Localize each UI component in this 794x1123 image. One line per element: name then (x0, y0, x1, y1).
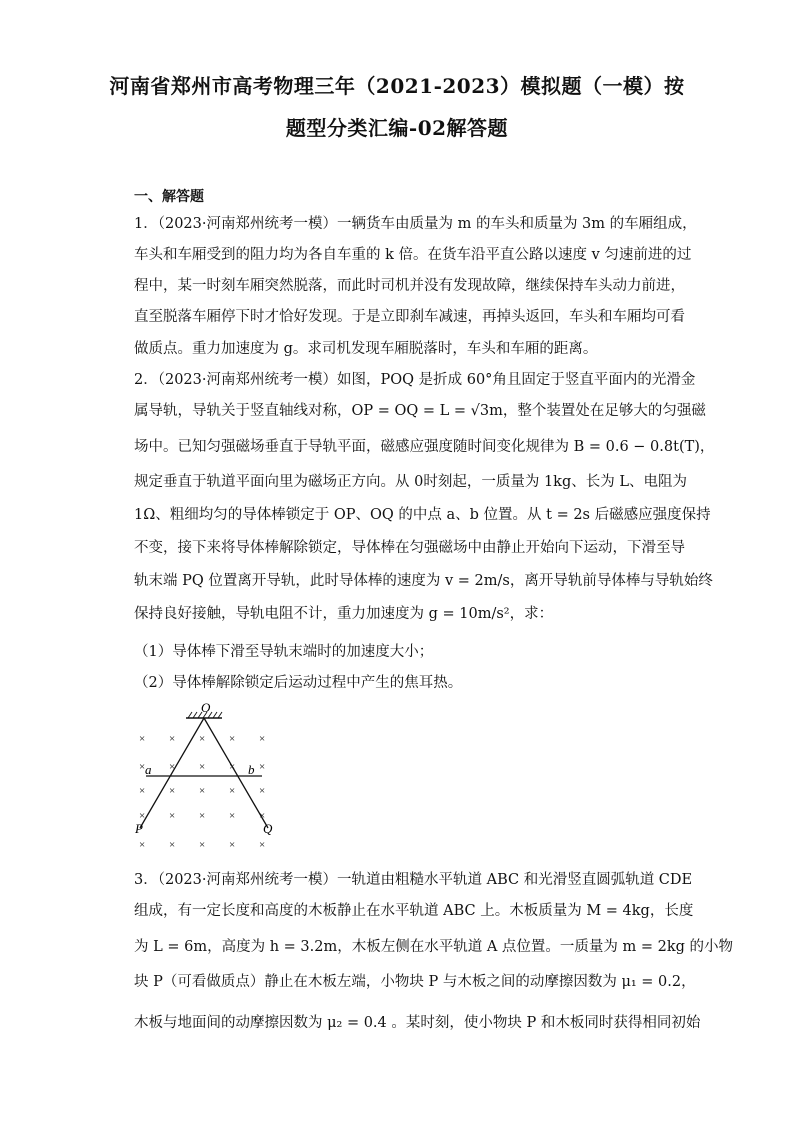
document-title-line-2: 题型分类汇编-02解答题 (285, 116, 509, 140)
field-cross: × (199, 761, 206, 773)
q2-line-8: 保持良好接触，导轨电阻不计，重力加速度为 g = 10m/s²，求： (134, 606, 554, 622)
q2-line-3: 场中。已知匀强磁场垂直于导轨平面，磁感应强度随时间变化规律为 B = 0.6 − 0.8t(T)， (134, 439, 715, 455)
field-cross: × (229, 839, 236, 851)
label-a: a (145, 762, 152, 777)
label-b: b (248, 762, 255, 777)
field-cross: × (259, 839, 266, 851)
q1-line-4: 直至脱落车厢停下时才恰好发现。于是立即刹车减速，再掉头返回，车头和车厢均可看 (134, 309, 685, 325)
q2-line-5: 1Ω、粗细均匀的导体棒锁定于 OP、OQ 的中点 a、b 位置。从 t = 2s 后磁感应强度保持 (134, 507, 711, 523)
section-heading: 一、解答题 (134, 189, 204, 205)
field-cross: × (229, 733, 236, 745)
field-cross: × (199, 733, 206, 745)
field-cross: × (139, 839, 146, 851)
field-cross: × (169, 785, 176, 797)
field-cross: × (139, 761, 146, 773)
q2-line-7: 轨末端 PQ 位置离开导轨，此时导体棒的速度为 v = 2m/s，离开导轨前导体棒与导轨始终 (134, 573, 713, 589)
field-cross: × (169, 810, 176, 822)
field-cross: × (139, 733, 146, 745)
rail-diagram (130, 700, 290, 860)
field-cross: × (169, 839, 176, 851)
q1-line-2: 车头和车厢受到的阻力均为各自车重的 k 倍。在货车沿平直公路以速度 v 匀速前进的过 (134, 247, 692, 263)
q2-figure (130, 700, 290, 864)
label-Q: Q (263, 821, 273, 836)
q3-line-4: 块 P（可看做质点）静止在木板左端，小物块 P 与木板之间的动摩擦因数为 μ₁ = 0.2， (134, 974, 696, 990)
q2-line-6: 不变，接下来将导体棒解除锁定，导体棒在匀强磁场中由静止开始向下运动，下滑至导 (134, 540, 685, 556)
q1-line-3: 程中，某一时刻车厢突然脱落，而此时司机并没有发现故障，继续保持车头动力前进， (134, 278, 685, 294)
field-cross: × (229, 785, 236, 797)
field-cross: × (259, 761, 266, 773)
field-cross: × (259, 785, 266, 797)
field-cross: × (139, 785, 146, 797)
document-title-line-1: 河南省郑州市高考物理三年（2021-2023）模拟题（一模）按 (109, 74, 685, 98)
q2-sub-question-1: （1）导体棒下滑至导轨末端时的加速度大小； (134, 644, 434, 660)
q1-line-5: 做质点。重力加速度为 g。求司机发现车厢脱落时，车头和车厢的距离。 (134, 341, 598, 357)
field-cross: × (139, 810, 146, 822)
field-cross: × (199, 810, 206, 822)
field-cross: × (169, 761, 176, 773)
q3-line-1: 3．（2023·河南郑州统考一模）一轨道由粗糙水平轨道 ABC 和光滑竖直圆弧轨道 CDE (134, 872, 693, 888)
magnetic-field-crosses (139, 733, 265, 851)
field-cross: × (199, 785, 206, 797)
field-cross: × (169, 733, 176, 745)
q2-line-2: 属导轨，导轨关于竖直轴线对称，OP = OQ = L = √3m，整个装置处在足够大的匀强磁 (134, 403, 706, 419)
q3-line-2: 组成，有一定长度和高度的木板静止在水平轨道 ABC 上。木板质量为 M = 4kg，长度 (134, 903, 694, 919)
field-cross: × (229, 810, 236, 822)
field-cross: × (259, 810, 266, 822)
label-P: P (135, 821, 143, 836)
field-cross: × (199, 839, 206, 851)
label-O: O (201, 700, 211, 715)
q3-line-3: 为 L = 6m，高度为 h = 3.2m，木板左侧在水平轨道 A 点位置。一质量为 m = 2kg 的小物 (134, 939, 734, 955)
q2-sub-question-2: （2）导体棒解除锁定后运动过程中产生的焦耳热。 (134, 675, 463, 691)
q3-line-5: 木板与地面间的动摩擦因数为 μ₂ = 0.4 。某时刻，使小物块 P 和木板同时获得相同初始 (134, 1015, 701, 1031)
q2-line-1: 2．（2023·河南郑州统考一模）如图，POQ 是折成 60°角且固定于竖直平面内的光滑金 (134, 372, 696, 388)
field-cross: × (259, 733, 266, 745)
field-cross: × (229, 761, 236, 773)
q1-line-1: 1．（2023·河南郑州统考一模）一辆货车由质量为 m 的车头和质量为 3m 的车厢组成， (134, 216, 697, 232)
q2-line-4: 规定垂直于轨道平面向里为磁场正方向。从 0时刻起，一质量为 1kg、长为 L、电阻为 (134, 474, 687, 490)
